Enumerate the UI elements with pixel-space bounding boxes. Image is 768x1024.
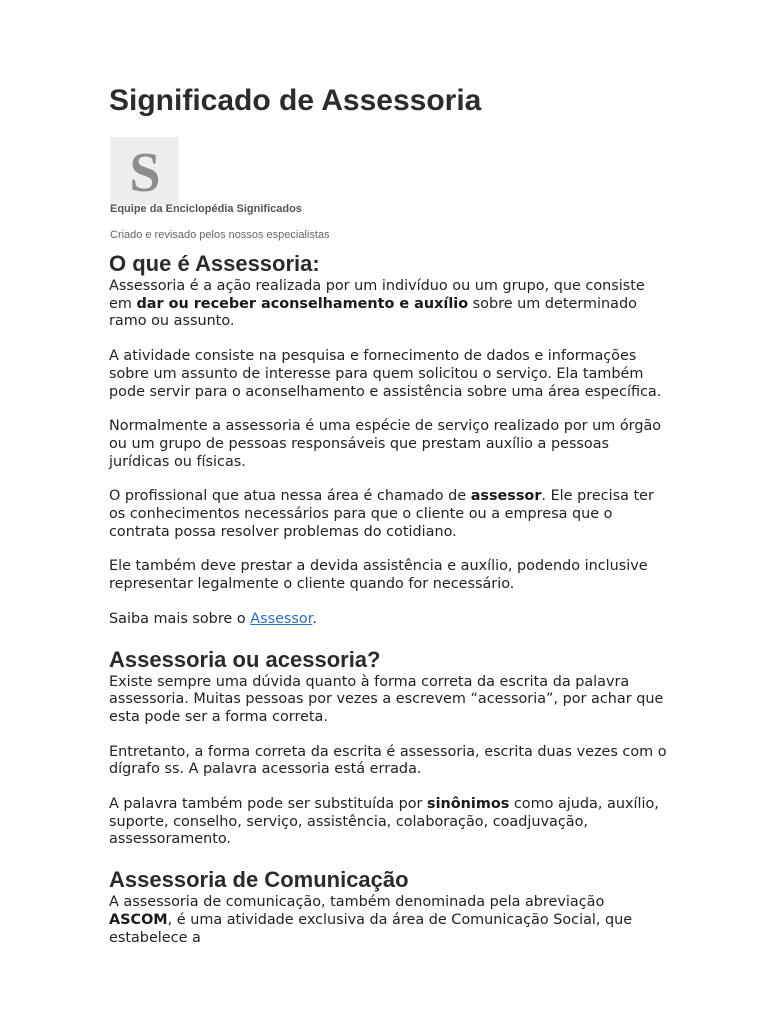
paragraph: [109, 611, 669, 629]
paragraph: [109, 488, 669, 541]
text: .: [312, 610, 317, 627]
paragraph: [109, 796, 669, 849]
bold-text: sinônimos: [427, 796, 510, 813]
text: como ajuda, auxílio, suporte, conselho, serviço, assistência, colaboração, coadjuvação, assessoramento.: [109, 796, 659, 848]
site-logo: [110, 137, 179, 205]
text: sobre um determinado ramo ou assunto.: [109, 295, 637, 330]
paragraph: Entretanto, a forma correta da escrita é assessoria, escrita duas vezes com o dígrafo ss. A palavra acessoria está errada.: [109, 743, 667, 778]
author-name[interactable]: Equipe da Enciclopédia Significados: [110, 203, 302, 215]
article-body: [109, 250, 669, 964]
text: Saiba mais sobre o: [109, 610, 251, 627]
section-heading: Assessoria ou acessoria?: [109, 646, 381, 672]
paragraph: Normalmente a assessoria é uma espécie de serviço realizado por um órgão ou um grupo de pessoas responsáveis que prestam auxílio a pessoas jurídicas ou físicas.: [109, 418, 662, 470]
bold-text: dar ou receber aconselhamento e auxílio: [136, 295, 469, 312]
text: . Ele precisa ter os conhecimentos necessários para que o cliente ou a empresa que o contrata possa resolver problemas do cotidiano.: [109, 488, 654, 540]
review-note: Criado e revisado pelos nossos especialistas: [110, 229, 330, 241]
paragraph: [109, 894, 669, 947]
paragraph: Ele também deve prestar a devida assistência e auxílio, podendo inclusive representar legalmente o cliente quando for necessário.: [109, 558, 648, 593]
paragraph: A atividade consiste na pesquisa e fornecimento de dados e informações sobre um assunto de interesse para quem solicitou o serviço. Ela também pode servir para o aconselhamento e assistência sobre uma área específica.: [109, 348, 662, 400]
page-title: Significado de Assessoria: [109, 84, 482, 117]
text: A palavra também pode ser substituída por: [109, 796, 428, 813]
logo-letter: S: [129, 142, 161, 204]
section-heading: O que é Assessoria:: [109, 251, 320, 276]
logo-s-icon: [110, 137, 179, 205]
assessor-link[interactable]: Assessor: [250, 610, 313, 627]
bold-text: ASCOM: [109, 911, 168, 928]
text: A assessoria de comunicação, também denominada pela abreviação: [109, 894, 605, 911]
text: O profissional que atua nessa área é chamado de: [109, 488, 471, 505]
bold-text: assessor: [470, 488, 542, 505]
section-heading: Assessoria de Comunicação: [109, 867, 409, 893]
text: Assessoria é a ação realizada por um indivíduo ou um grupo, que consiste em: [109, 278, 645, 312]
paragraph: [109, 278, 669, 331]
text: , é uma atividade exclusiva da área de Comunicação Social, que estabelece a: [109, 911, 633, 946]
paragraph: Existe sempre uma dúvida quanto à forma correta da escrita da palavra assessoria. Muitas pessoas por vezes a escrevem “acessoria”, por achar que esta pode ser a forma correta.: [109, 673, 664, 725]
